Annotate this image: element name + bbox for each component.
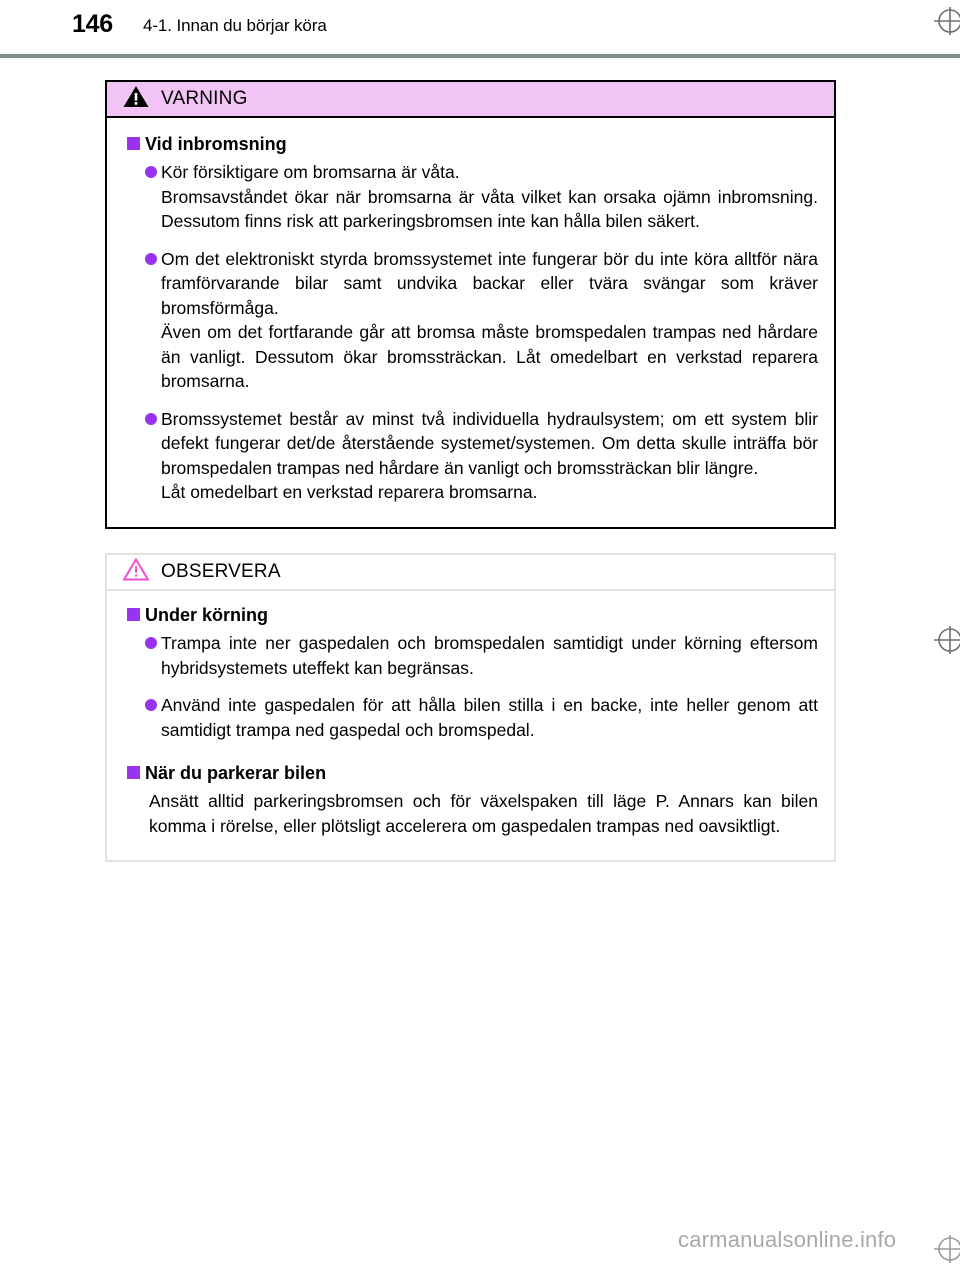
list-item-lead: Använd inte gaspedalen för att hålla bilen stilla i en backe, inte heller genom att samtidigt trampa ned gaspedal och bromspedal.: [161, 695, 818, 740]
notice-callout-body: [107, 591, 834, 860]
subsection-heading-label: Vid inbromsning: [145, 134, 287, 154]
notice-callout-box: [105, 553, 836, 862]
round-bullet-icon: [145, 253, 157, 265]
subsection-heading-label: När du parkerar bilen: [145, 763, 327, 783]
warning-triangle-filled-icon: [123, 85, 149, 113]
notice-callout-title: OBSERVERA: [161, 561, 281, 582]
list-item: [123, 247, 818, 394]
square-bullet-icon: [127, 766, 140, 779]
round-bullet-icon: [145, 166, 157, 178]
subsection-heading-label: Under körning: [145, 605, 269, 625]
warning-callout-body: [107, 118, 834, 527]
warning-callout-title: VARNING: [161, 88, 248, 109]
subsection-heading: [123, 761, 818, 785]
list-item-body: Bromsavståndet ökar när bromsarna är våta vilket kan orsaka ojämn inbromsning. Dessutom finns risk att parkeringsbromsen inte kan hålla bilen säkert.: [161, 186, 818, 231]
list-item: [123, 160, 818, 234]
notice-callout-header: [107, 555, 834, 591]
list-item: [123, 407, 818, 505]
warning-triangle-outline-icon: [123, 558, 149, 586]
section-title: 4-1. Innan du börjar köra: [143, 16, 327, 35]
list-item-lead: Kör försiktigare om bromsarna är våta.: [161, 162, 460, 182]
warning-callout-box: [105, 80, 836, 529]
square-bullet-icon: [127, 137, 140, 150]
page-number: 146: [72, 10, 113, 38]
square-bullet-icon: [127, 608, 140, 621]
site-watermark: carmanualsonline.info: [678, 1227, 897, 1252]
round-bullet-icon: [145, 699, 157, 711]
round-bullet-icon: [145, 637, 157, 649]
list-item-lead: Bromssystemet består av minst två individuella hydraulsystem; om ett system blir defekt fungerar det/de återstående systemet/systemen. Om detta skulle inträffa bör bromspedalen trampas ned hårdare än vanligt och bromssträckan blir längre.: [161, 408, 818, 478]
list-item: [123, 693, 818, 742]
subsection-heading: [123, 603, 818, 627]
registration-crosshair-icon: [926, 1232, 960, 1266]
header-divider-rule: [0, 54, 960, 58]
page-header: [0, 0, 960, 50]
subsection-heading: [123, 132, 818, 156]
list-item-lead: Trampa inte ner gaspedalen och bromspedalen samtidigt under körning eftersom hybridsystemets uteffekt kan begränsas.: [161, 633, 818, 678]
list-item-body: Även om det fortfarande går att bromsa måste bromspedalen trampas ned hårdare än vanligt. Dessutom ökar bromssträckan. Låt omedelbart en verkstad reparera bromsarna.: [161, 322, 818, 391]
list-item: [123, 631, 818, 680]
registration-crosshair-icon: [926, 623, 960, 657]
list-item-lead: Om det elektroniskt styrda bromssystemet inte fungerar bör du inte köra alltför nära framförvarande bilar samt undvika backar eller tvära svängar som kräver bromsförmåga.: [161, 248, 818, 318]
paragraph: Ansätt alltid parkeringsbromsen och för växelspaken till läge P. Annars kan bilen komma i rörelse, eller plötsligt accelerera om gaspedalen trampas ned oavsiktligt.: [149, 791, 818, 836]
list-item-body: Låt omedelbart en verkstad reparera bromsarna.: [161, 482, 538, 502]
warning-callout-header: [107, 82, 834, 118]
round-bullet-icon: [145, 413, 157, 425]
registration-crosshair-icon: [926, 4, 960, 38]
